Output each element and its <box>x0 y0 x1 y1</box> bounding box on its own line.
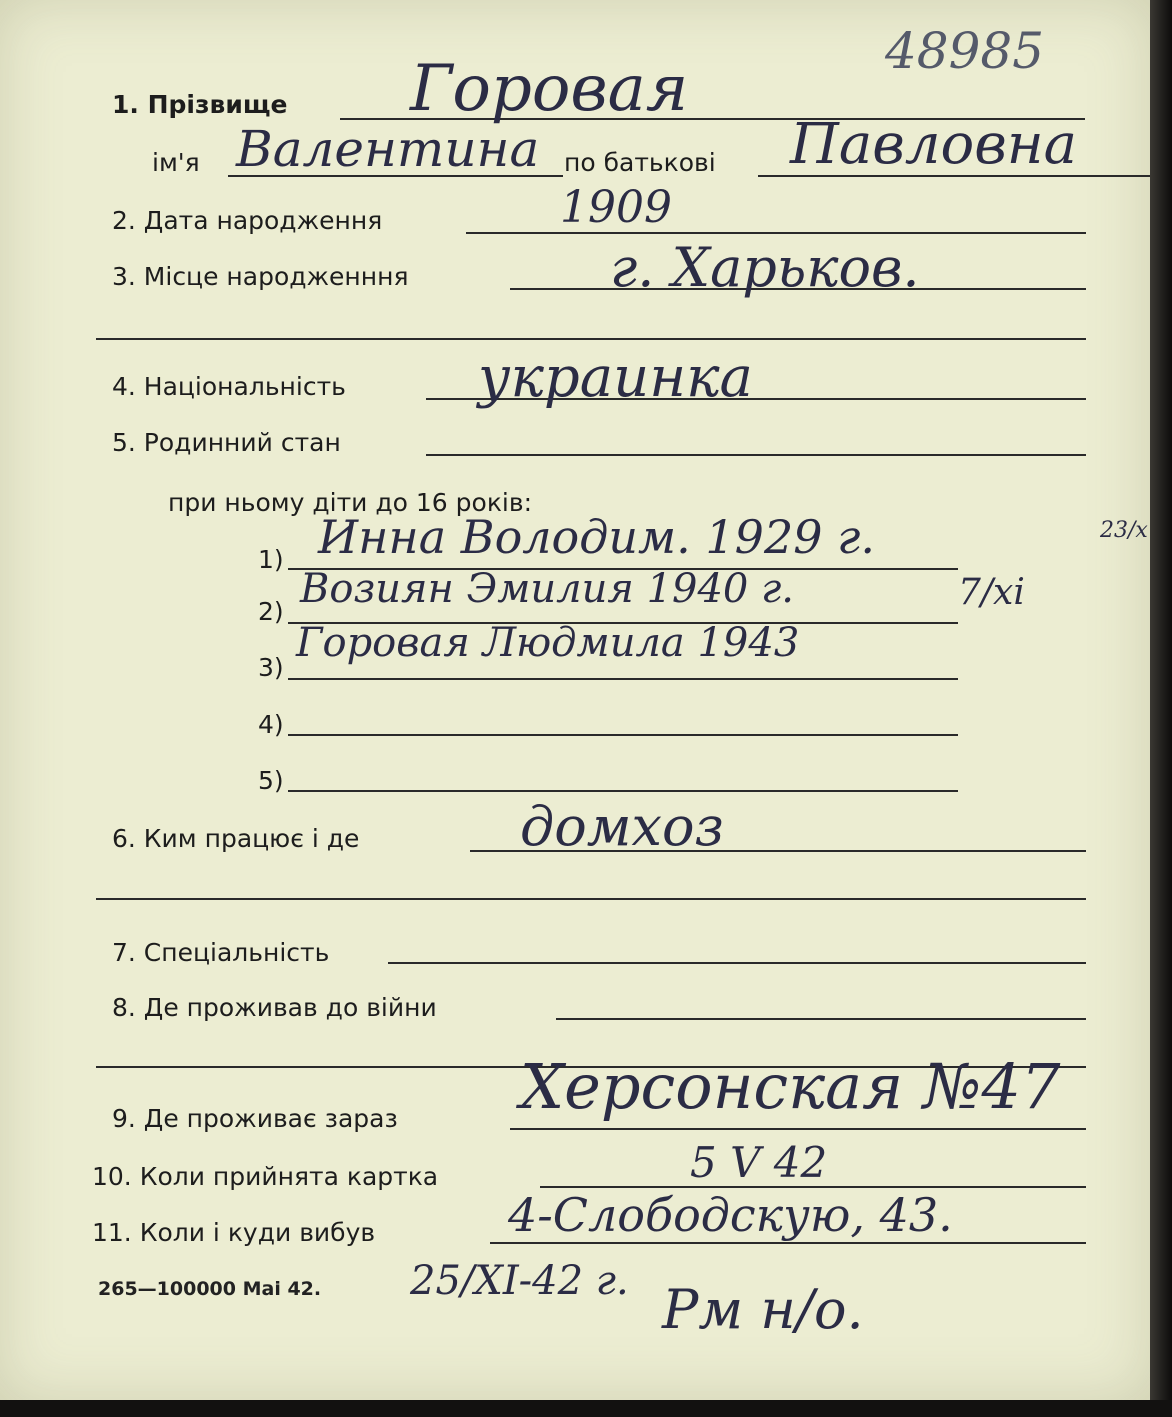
print-code: 265—100000 Mai 42. <box>98 1278 322 1300</box>
value-current-residence: Херсонская №47 <box>520 1050 1061 1123</box>
line-child-4 <box>288 734 958 736</box>
archive-number: 48985 <box>885 22 1045 80</box>
label-prewar-residence: 8. Де проживав до війни <box>112 993 437 1022</box>
label-nationality: 4. Національність <box>112 372 346 401</box>
value-child-1: Инна Володим. 1929 г. <box>318 510 875 564</box>
value-child-2-note: 7/xi <box>958 572 1025 613</box>
label-child-3: 3) <box>258 653 284 682</box>
line-child-3 <box>288 678 958 680</box>
value-child-3: Горовая Людмила 1943 <box>296 620 800 666</box>
value-occupation: домхоз <box>520 795 724 858</box>
line-birth-place-extra <box>96 338 1086 340</box>
label-child-4: 4) <box>258 710 284 739</box>
line-current-residence <box>510 1128 1086 1130</box>
value-birth-place: г. Харьков. <box>610 236 920 299</box>
line-prewar-residence <box>556 1018 1086 1020</box>
line-specialty <box>388 962 1086 964</box>
label-name: ім'я <box>152 148 200 177</box>
value-birth-date: 1909 <box>560 182 672 233</box>
label-surname: 1. Прізвище <box>112 90 288 119</box>
value-name: Валентина <box>236 120 540 178</box>
label-departure: 11. Коли і куди вибув <box>92 1218 376 1247</box>
label-birth-date: 2. Дата народження <box>112 206 383 235</box>
value-child-2: Возиян Эмилия 1940 г. <box>300 566 795 612</box>
value-card-date: 5 V 42 <box>690 1138 828 1187</box>
label-child-5: 5) <box>258 766 284 795</box>
value-nationality: украинка <box>478 345 753 410</box>
line-departure <box>490 1242 1086 1244</box>
value-surname: Горовая <box>410 52 689 126</box>
line-child-5 <box>288 790 958 792</box>
label-birth-place: 3. Місце народженння <box>112 262 409 291</box>
value-patronymic: Павловна <box>790 112 1078 177</box>
line-occupation-extra <box>96 898 1086 900</box>
label-current-residence: 9. Де проживає зараз <box>112 1104 398 1133</box>
line-marital-status <box>426 454 1086 456</box>
value-departure: 4-Слободскую, 43. <box>508 1188 953 1242</box>
signature: Рм н/о. <box>662 1278 864 1341</box>
card-edge-shadow <box>1150 0 1172 1417</box>
label-child-2: 2) <box>258 597 284 626</box>
label-occupation: 6. Ким працює і де <box>112 824 360 853</box>
label-patronymic: по батькові <box>564 148 716 177</box>
label-child-1: 1) <box>258 545 284 574</box>
line-birth-date <box>466 232 1086 234</box>
value-departure-date: 25/XI-42 г. <box>410 1258 629 1304</box>
label-specialty: 7. Спеціальність <box>112 938 330 967</box>
value-child-1-note: 23/x <box>1100 518 1148 543</box>
label-children: при ньому діти до 16 років: <box>168 488 533 517</box>
card-bottom-shadow <box>0 1400 1172 1417</box>
label-marital-status: 5. Родинний стан <box>112 428 341 457</box>
label-card-date: 10. Коли прийнята картка <box>92 1162 439 1191</box>
